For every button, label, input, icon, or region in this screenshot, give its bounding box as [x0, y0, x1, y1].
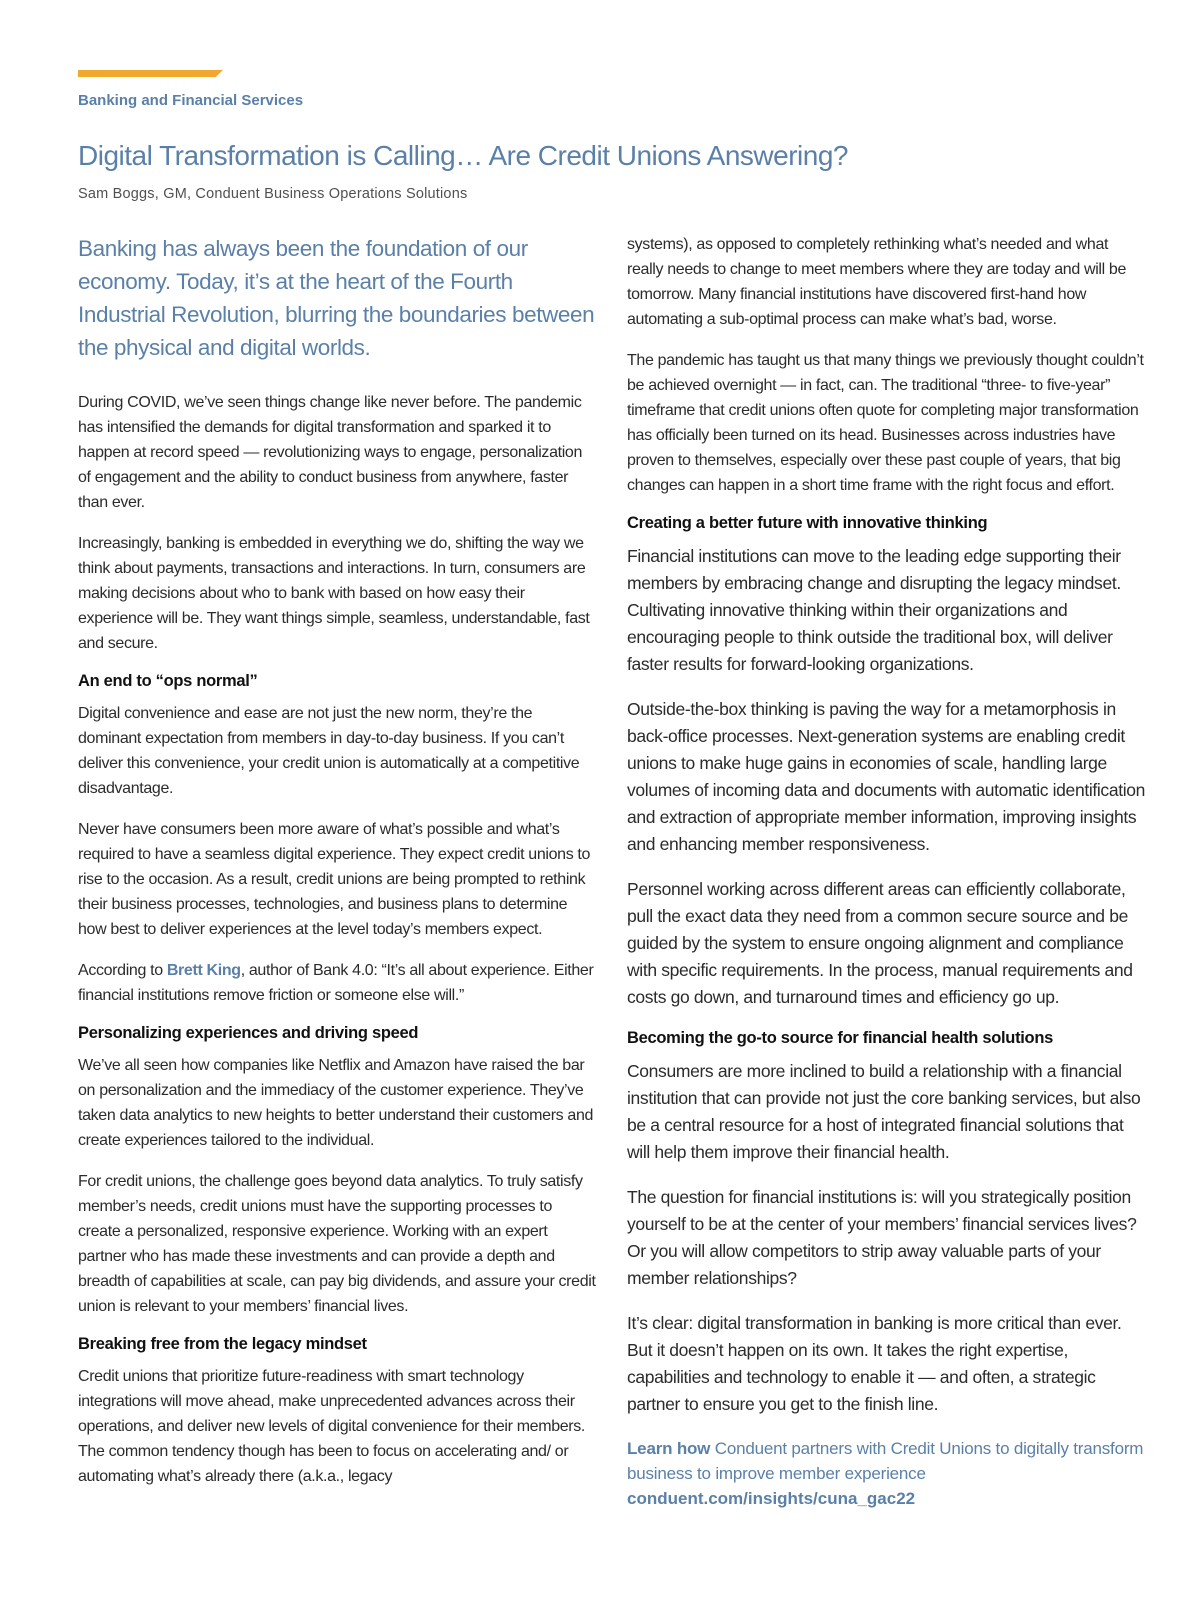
- paragraph: It’s clear: digital transformation in banking is more critical than ever. But it doesn’t happen on its own. It takes the right expertise, capabilities and technology to enable it — and often, a strategic partner to ensure you get to the finish line.: [627, 1313, 1122, 1414]
- lead-paragraph: Banking has always been the foundation of our economy. Today, it’s at the heart of the Fourth Industrial Revolution, blurring the boundaries between the physical and digital worlds.: [78, 236, 595, 360]
- section-heading: Breaking free from the legacy mindset: [78, 1335, 367, 1353]
- section-heading: An end to “ops normal”: [78, 672, 258, 690]
- paragraph: Credit unions that prioritize future-readiness with smart technology integrations will move ahead, make unprecedented advances across their operations, and deliver new levels of digital convenience for their members. The common tendency though has been to focus on accelerating and/ or automating what’s already there (a.k.a., legacy: [78, 1368, 586, 1485]
- accent-bar: [78, 70, 223, 77]
- byline: Sam Boggs, GM, Conduent Business Operations Solutions: [78, 186, 468, 202]
- right-column: [627, 232, 1147, 1511]
- quote-prefix: According to: [78, 962, 167, 979]
- paragraph: The question for financial institutions is: will you strategically position yourself to be at the center of your members’ financial services lives? Or you will allow competitors to strip away valuable parts of your member relationships?: [627, 1187, 1137, 1288]
- page-title: Digital Transformation is Calling… Are Credit Unions Answering?: [78, 140, 848, 171]
- paragraph: The pandemic has taught us that many things we previously thought couldn’t be achieved overnight — in fact, can. The traditional “three- to five-year” timeframe that credit unions often quote for completing major transformation has officially been turned on its head. Businesses across industries have proven to themselves, especially over these past couple of years, that big changes can happen in a short time frame with the right focus and effort.: [627, 352, 1144, 494]
- paragraph: Consumers are more inclined to build a relationship with a financial institution that can provide not just the core banking services, but also be a central resource for a host of integrated financial solutions that will help them improve their financial health.: [627, 1061, 1141, 1162]
- section-heading: Personalizing experiences and driving speed: [78, 1024, 419, 1042]
- paragraph: systems), as opposed to completely rethinking what’s needed and what really needs to change to meet members where they are today and will be tomorrow. Many financial institutions have discovered first-hand how automating a sub-optimal process can make what’s bad, worse.: [627, 236, 1126, 328]
- brett-king-link[interactable]: Brett King: [166, 962, 241, 979]
- quote-text: , author of Bank 4.0: “It’s all about experience. Either financial institutions remove friction or someone else will.”: [78, 962, 594, 1004]
- section-heading: Creating a better future with innovative thinking: [627, 514, 988, 532]
- section-label: Banking and Financial Services: [78, 92, 304, 109]
- call-to-action: [627, 1436, 1147, 1486]
- paragraph: During COVID, we’ve seen things change like never before. The pandemic has intensified the demands for digital transformation and sparked it to happen at record speed — revolutionizing ways to engage, personalization of engagement and the ability to conduct business from anywhere, faster than ever.: [78, 394, 583, 511]
- quote-paragraph: [78, 958, 598, 1008]
- paragraph: We’ve all seen how companies like Netflix and Amazon have raised the bar on personalization and the immediacy of the customer experience. They’ve taken data analytics to new heights to better understand their customers and create experiences tailored to the individual.: [78, 1057, 594, 1149]
- paragraph: Financial institutions can move to the leading edge supporting their members by embracing change and disrupting the legacy mindset. Cultivating innovative thinking within their organizations and encouraging people to think outside the traditional box, will deliver faster results for forward-looking organizations.: [627, 546, 1121, 674]
- cta-url-link[interactable]: conduent.com/insights/cuna_gac22: [627, 1489, 916, 1508]
- paragraph: Outside-the-box thinking is paving the way for a metamorphosis in back-office processes. Next-generation systems are enabling credit unions to make huge gains in economies of scale, handling large volumes of incoming data and documents with automatic identification and extraction of appropriate member information, improving insights and enhancing member responsiveness.: [627, 699, 1146, 854]
- learn-how-link[interactable]: Learn how: [627, 1439, 711, 1458]
- cta-text[interactable]: Conduent partners with Credit Unions to digitally transform business to improve member experience: [627, 1439, 1144, 1483]
- paragraph: Digital convenience and ease are not just the new norm, they’re the dominant expectation from members in day-to-day business. If you can’t deliver this convenience, your credit union is automatically at a competitive disadvantage.: [78, 705, 580, 797]
- section-heading: Becoming the go-to source for financial health solutions: [627, 1029, 1053, 1047]
- paragraph: Never have consumers been more aware of what’s possible and what’s required to have a seamless digital experience. They expect credit unions to rise to the occasion. As a result, credit unions are being prompted to rethink their business processes, technologies, and business plans to determine how best to deliver experiences at the level today’s members expect.: [78, 821, 591, 938]
- paragraph: For credit unions, the challenge goes beyond data analytics. To truly satisfy member’s needs, credit unions must have the supporting processes to create a personalized, responsive experience. Working with an expert partner who has made these investments and can provide a depth and breadth of capabilities at scale, can pay big dividends, and assure your credit union is relevant to your members’ financial lives.: [78, 1173, 596, 1315]
- left-column: [78, 232, 598, 1505]
- paragraph: Personnel working across different areas can efficiently collaborate, pull the exact data they need from a common secure source and be guided by the system to ensure ongoing alignment and compliance with specific requirements. In the process, manual requirements and costs go down, and turnaround times and efficiency go up.: [627, 879, 1133, 1007]
- paragraph: Increasingly, banking is embedded in everything we do, shifting the way we think about payments, transactions and interactions. In turn, consumers are making decisions about who to bank with based on how easy their experience will be. They want things simple, seamless, understandable, fast and secure.: [78, 535, 590, 652]
